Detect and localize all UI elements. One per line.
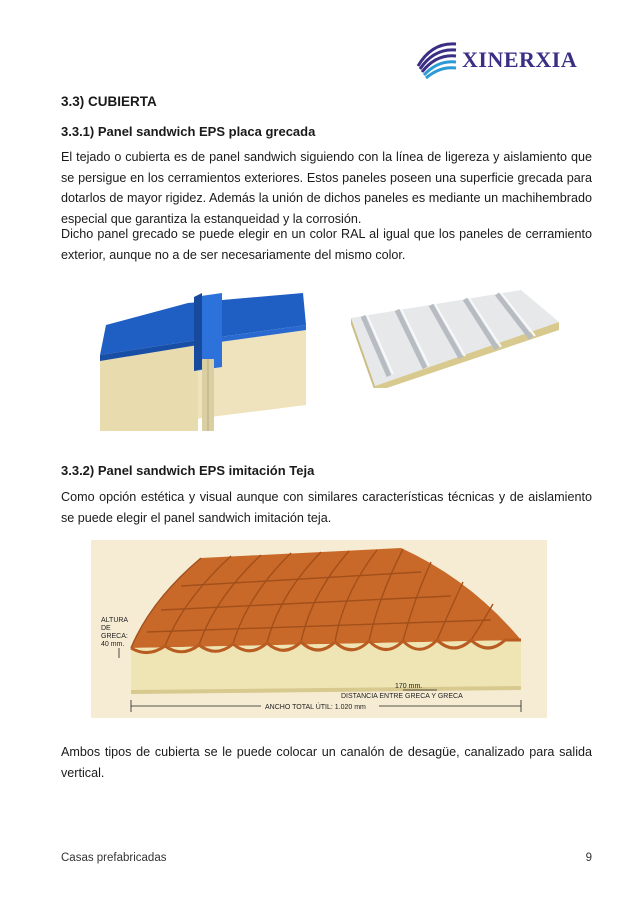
- teja-panel-diagram: [91, 540, 547, 718]
- footer-title: Casas prefabricadas: [61, 852, 167, 864]
- fig-label-altura: ALTURA: [101, 617, 129, 624]
- logo-text: XINERXIA: [462, 47, 578, 72]
- blue-panel-photo: [98, 285, 308, 431]
- subsection-title-grecada: 3.3.1) Panel sandwich EPS placa grecada: [61, 124, 316, 139]
- fig-label-170mm: 170 mm.: [395, 683, 423, 690]
- grecada-panel-photo: [345, 288, 563, 388]
- fig-label-greca: GRECA:: [101, 633, 128, 640]
- fig-label-de: DE: [101, 625, 111, 632]
- paragraph-teja-2: Ambos tipos de cubierta se le puede colocar un canalón de desagüe, canalizado para salida vertical.: [61, 745, 592, 780]
- subsection-title-teja: 3.3.2) Panel sandwich EPS imitación Teja: [61, 463, 315, 478]
- paragraph-teja-1: Como opción estética y visual aunque con similares características técnicas y de aislamiento se puede elegir el panel sandwich imitación teja.: [61, 490, 592, 525]
- paragraph-grecada-2: Dicho panel grecado se puede elegir en un color RAL al igual que los paneles de cerramiento exterior, aunque no a de ser necesariamente del mismo color.: [61, 227, 592, 262]
- section-title: 3.3) CUBIERTA: [61, 94, 157, 109]
- fig-label-distancia: DISTANCIA ENTRE GRECA Y GRECA: [341, 693, 463, 700]
- paragraph-grecada-1: El tejado o cubierta es de panel sandwich siguiendo con la línea de ligereza y aislamiento que se persigue en los cerramientos exteriores. Estos paneles poseen una superficie grecada para dotarlos de mayor rigidez. Además la unión de dichos paneles es mediante un machihembrado especial que garantiza la estanqueidad y la corrosión.: [61, 150, 592, 226]
- page-number: 9: [585, 852, 592, 864]
- company-logo: [414, 36, 594, 82]
- logo-mark-icon: [414, 36, 460, 82]
- fig-label-40mm: 40 mm.: [101, 641, 125, 648]
- fig-label-ancho: ANCHO TOTAL ÚTIL: 1.020 mm: [265, 704, 366, 711]
